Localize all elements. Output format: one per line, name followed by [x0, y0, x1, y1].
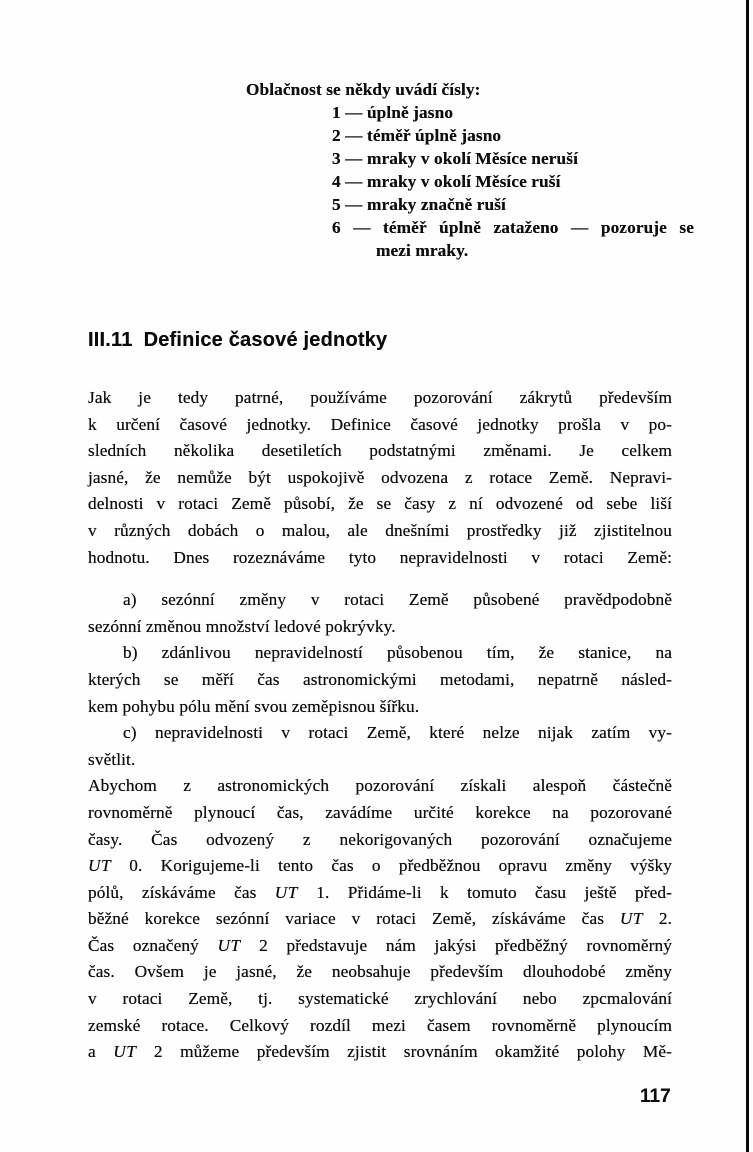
cloud-scale-items [332, 101, 694, 262]
text-line: v různých dobách o malou, ale dnešními prostředky již zjistitelnou [88, 520, 672, 540]
text-line: b) zdánlivou nepravidelností působenou tím, že stanice, na [123, 643, 672, 663]
text-line: pólů, získáváme čas UT 1. Přidáme-li k tomuto času ještě před- [88, 882, 672, 902]
cloud-scale-item: 1 — úplně jasno [332, 103, 454, 122]
text-line: Jak je tedy patrné, používáme pozorování zákrytů především [88, 388, 672, 407]
text-line: v rotaci Země, tj. systematické zrychlování nebo zpcmalování [88, 989, 672, 1009]
text-line: a) sezónní změny v rotaci Země působené pravědpodobně [123, 590, 672, 610]
text-line: sledních několika desetiletích podstatnými změnami. Je celkem [88, 441, 672, 461]
text-line: a UT 2 můžeme především zjistit srovnáním okamžité polohy Mě- [88, 1042, 672, 1062]
text-line: Abychom z astronomických pozorování získali alespoň částečně [88, 776, 672, 796]
cloud-scale-item: 2 — téměř úplně jasno [332, 126, 502, 145]
text-line: světlit. [88, 749, 136, 769]
cloud-scale-item: 4 — mraky v okolí Měsíce ruší [332, 172, 561, 191]
text-line: UT 0. Korigujeme-li tento čas o předběžnou opravu změny výšky [88, 856, 672, 876]
text-line: zemské rotace. Celkový rozdíl mezi časem rovnoměrně plynoucím [88, 1015, 672, 1035]
cloud-cover-scale-list [246, 78, 696, 262]
text-line: časy. Čas odvozený z nekorigovaných pozorování označujeme [88, 829, 672, 849]
section-number: III.11 [88, 329, 133, 351]
text-line: sezónní změnou množství ledové pokrývky. [88, 616, 396, 636]
cloud-scale-intro: Oblačnost se někdy uvádí čísly: [246, 80, 481, 99]
cloud-scale-item: 6 — téměř úplně zataženo — pozoruje se [332, 218, 694, 237]
page-number: 117 [640, 1086, 671, 1107]
section-title: Definice časové jednotky [143, 329, 388, 351]
cloud-scale-item: mezi mraky. [376, 241, 469, 260]
text-line: Čas označený UT 2 představuje nám jakýsi předběžný rovnoměrný [88, 935, 672, 955]
text-line: c) nepravidelnosti v rotaci Země, které nelze nijak zatím vy- [123, 723, 672, 743]
text-line: hodnotu. Dnes rozeznáváme tyto nepravidelnosti v rotaci Země: [88, 547, 672, 567]
text-line: běžné korekce sezónní variace v rotaci Země, získáváme čas UT 2. [88, 909, 672, 929]
text-line: kem pohybu pólu mění svou zeměpisnou šířku. [88, 696, 420, 716]
text-line: kterých se měří čas astronomickými metodami, nepatrně násled- [88, 669, 672, 689]
cloud-scale-item: 5 — mraky značně ruší [332, 195, 506, 214]
text-line: jasné, že nemůže být uspokojivě odvozena z rotace Země. Nepravi- [88, 467, 672, 487]
section-heading [88, 329, 387, 352]
cloud-scale-item: 3 — mraky v okolí Měsíce neruší [332, 149, 578, 168]
text-line: delnosti v rotaci Země působí, že se časy z ní odvozené od sebe liší [88, 494, 672, 514]
text-line: k určení časové jednotky. Definice časové jednotky prošla v po- [88, 414, 672, 434]
text-line: čas. Ovšem je jasné, že neobsahuje především dlouhodobé změny [88, 962, 672, 982]
body-text [88, 385, 672, 1066]
page-edge-line [746, 0, 749, 1152]
text-line: rovnoměrně plynoucí čas, zavádíme určité korekce na pozorované [88, 802, 672, 822]
